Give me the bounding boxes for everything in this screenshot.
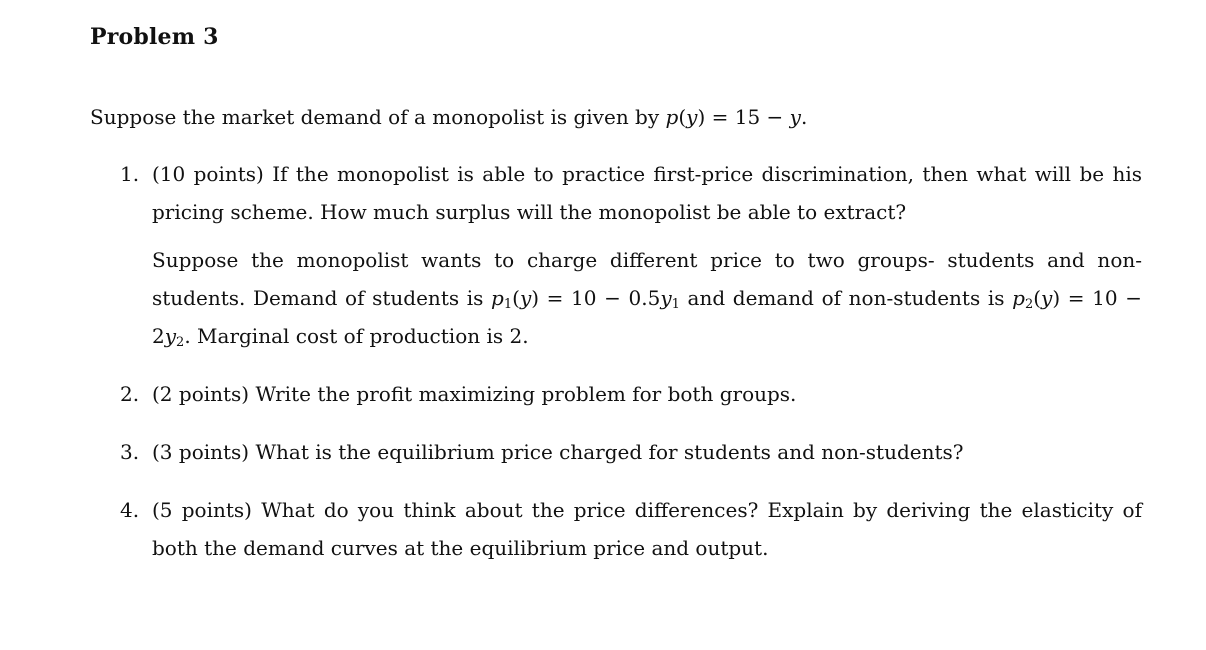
p2-y: y bbox=[1041, 286, 1053, 310]
intro-text bbox=[90, 98, 1150, 136]
intro-sentence: Suppose the market demand of a monopolist is given by bbox=[90, 105, 660, 129]
intro-formula-open: ( bbox=[678, 105, 687, 129]
p1-var: p bbox=[491, 286, 504, 310]
question-1 bbox=[120, 155, 1142, 231]
setup-part1: Suppose the monopolist wants to charge different price to two groups- students and non-students. Demand of students is bbox=[152, 248, 1142, 310]
p2-open: ( bbox=[1033, 286, 1042, 310]
p2-eq: ) = 10 − 2 bbox=[152, 286, 1142, 348]
p1-y: y bbox=[519, 286, 532, 310]
question-2-number: 2. bbox=[120, 382, 140, 406]
p1-y1: y bbox=[660, 286, 672, 310]
question-2-text: (2 points) Write the profit maximizing problem for both groups. bbox=[152, 382, 797, 406]
question-3-text: (3 points) What is the equilibrium price charged for students and non-students? bbox=[152, 440, 964, 464]
question-2 bbox=[120, 375, 1142, 413]
p2-var: p bbox=[1012, 286, 1025, 310]
problem-title: Problem 3 bbox=[90, 24, 219, 50]
p1-eq: ) = 10 − 0.5 bbox=[531, 286, 661, 310]
question-1-text: (10 points) If the monopolist is able to practice first-price discrimination, then what will be his pricing scheme. How much surplus will the monopolist be able to extract? bbox=[152, 162, 1142, 224]
question-3-number: 3. bbox=[120, 440, 140, 464]
p2-sub: 2 bbox=[1024, 297, 1034, 312]
setup-part3: . Marginal cost of production is 2. bbox=[184, 324, 529, 348]
question-4 bbox=[120, 491, 1142, 567]
intro-formula-rest: ) = 15 − bbox=[697, 105, 790, 129]
p1-sub: 1 bbox=[503, 297, 513, 312]
p1-y1-sub: 1 bbox=[671, 297, 680, 312]
question-3 bbox=[120, 433, 1142, 471]
intro-formula-y2: y bbox=[789, 105, 801, 129]
p2-y2-sub: 2 bbox=[176, 335, 185, 350]
p2-y2: y bbox=[164, 324, 177, 348]
question-4-text: (5 points) What do you think about the price differences? Explain by deriving the elasticity of both the demand curves at the equilibrium price and output. bbox=[152, 498, 1142, 560]
p1-open: ( bbox=[512, 286, 520, 310]
intro-formula-end: . bbox=[800, 105, 808, 129]
question-1-number: 1. bbox=[120, 162, 140, 186]
intro-formula-y: y bbox=[686, 105, 698, 129]
intro-formula-p: p bbox=[665, 105, 679, 129]
question-4-number: 4. bbox=[120, 498, 140, 522]
setup-part2: and demand of non-students is bbox=[679, 286, 1013, 310]
setup-paragraph bbox=[152, 241, 1142, 355]
